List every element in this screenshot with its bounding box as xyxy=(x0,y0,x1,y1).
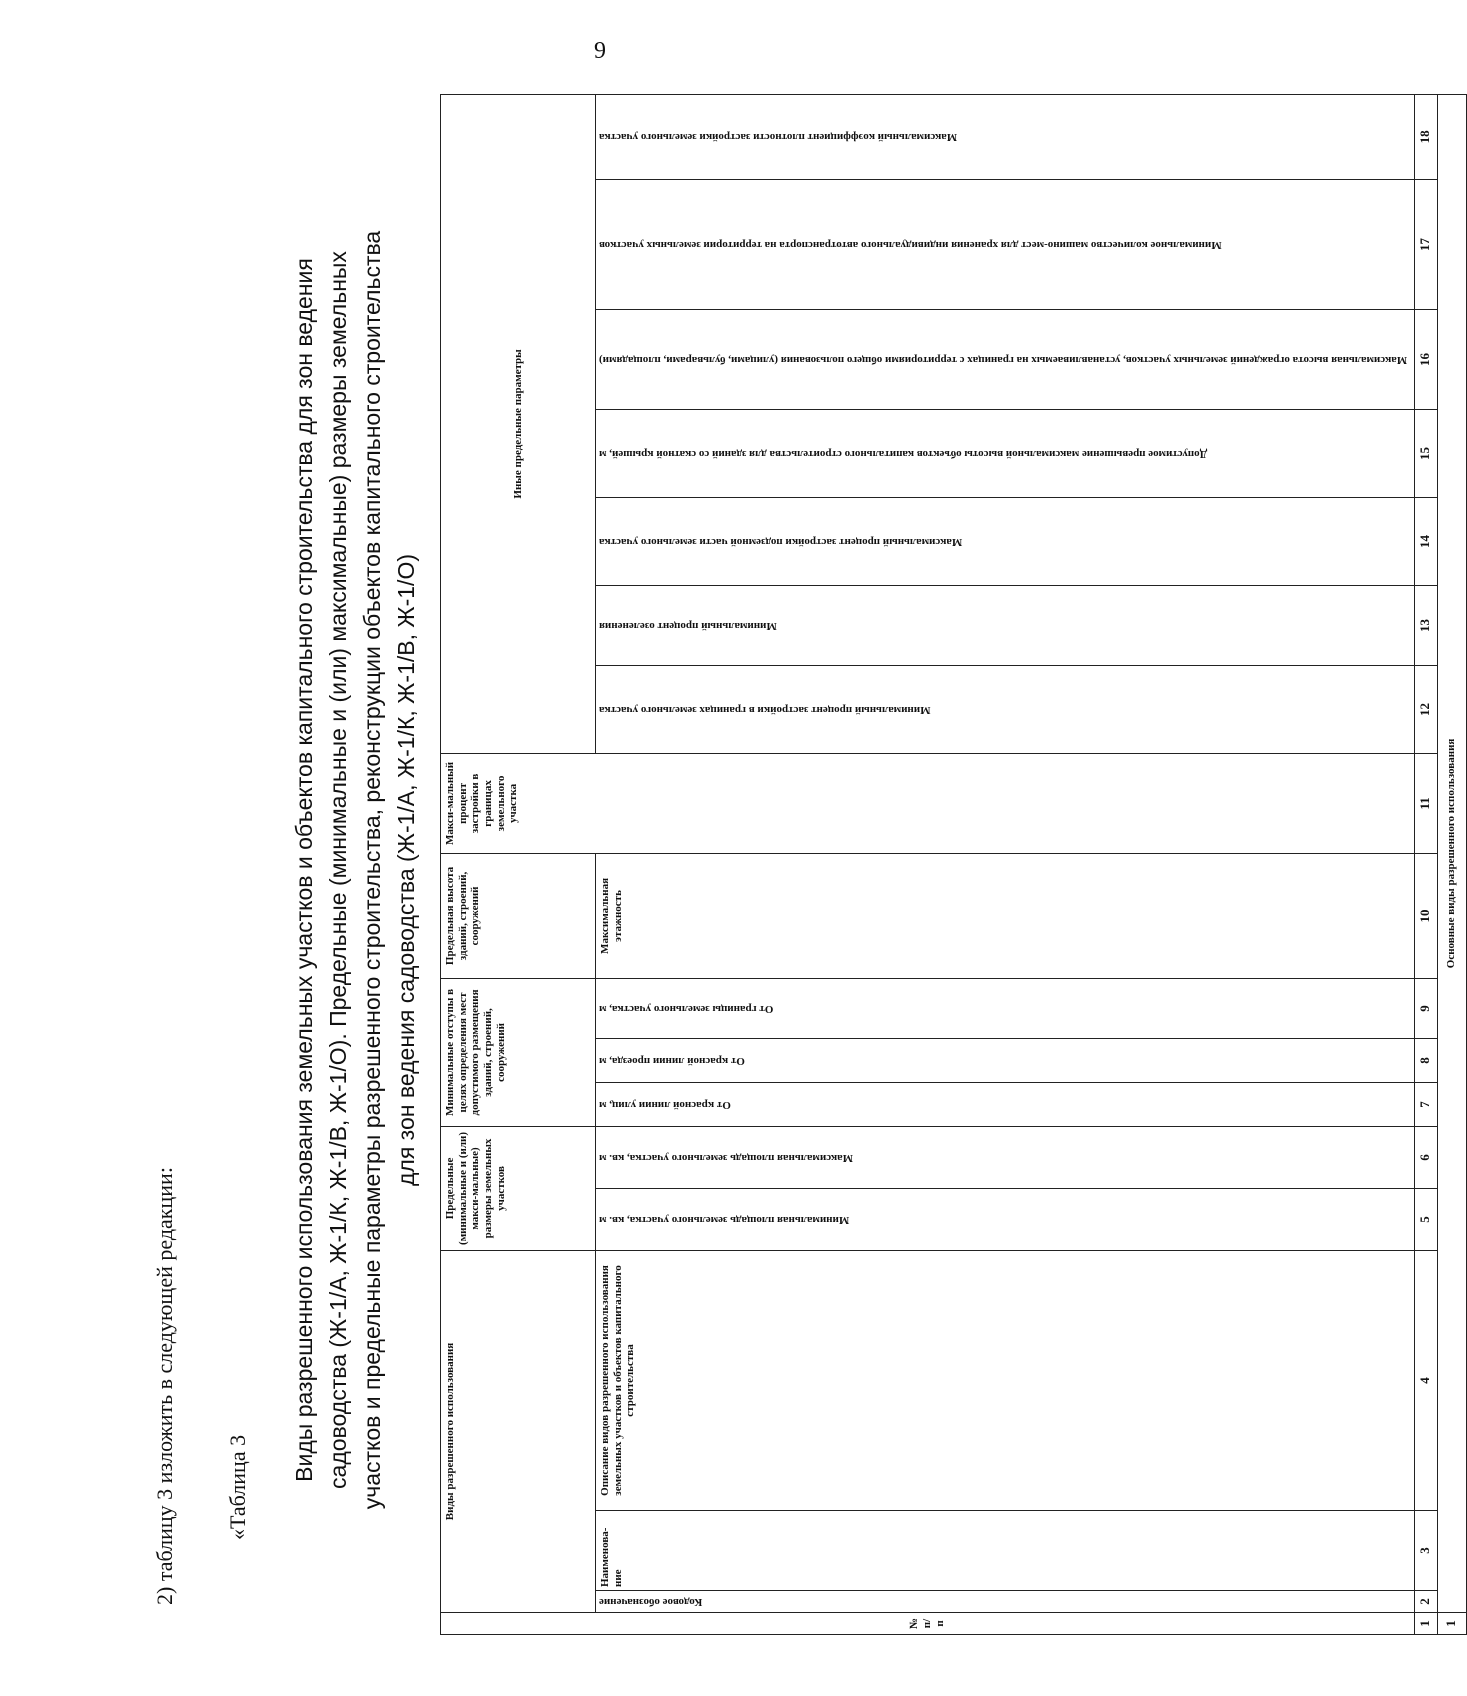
section-row-title: Основные виды разрешенного использования xyxy=(1437,94,1466,1612)
header-max-area: Максимальная площадь земельного участка, кв. м xyxy=(596,1126,1415,1188)
header-plot-sizes: Предельные (минимальные и (или) макси-мальные) размеры земельных участков xyxy=(441,1126,596,1250)
table-label: «Таблица 3 xyxy=(225,1434,250,1540)
header-num: № п/п xyxy=(441,1613,1415,1635)
header-max-floors: Максимальная этажность xyxy=(596,853,1415,978)
column-number: 6 xyxy=(1414,1126,1437,1188)
header-height-excess: Допустимое превышение максимальной высоты объектов капитального строительства для зданий со скатной крышей, м xyxy=(596,409,1415,497)
header-code: Кодовое обозначение xyxy=(596,1591,1415,1613)
column-number: 9 xyxy=(1414,978,1437,1038)
section-row-num: 1 xyxy=(1437,1613,1466,1635)
column-number: 15 xyxy=(1414,409,1437,497)
header-min-greening: Минимальный процент озеленения xyxy=(596,585,1415,665)
header-other-params: Иные предельные параметры xyxy=(441,94,596,753)
regulations-table xyxy=(440,94,1467,1635)
column-number: 2 xyxy=(1414,1591,1437,1613)
heading-line-3: участков и предельные параметры разрешенного строительства, реконструкции объектов капитального строительства xyxy=(359,230,385,1510)
header-setback-passage: От красной линии проезда, м xyxy=(596,1038,1415,1082)
header-setbacks: Минимальные отступы в целях определения мест допустимого размещения зданий, строений, сооружений xyxy=(441,978,596,1126)
header-density: Максимальный коэффициент плотности застройки земельного участка xyxy=(596,94,1415,179)
header-min-area: Минимальная площадь земельного участка, кв. м xyxy=(596,1188,1415,1250)
column-number: 5 xyxy=(1414,1188,1437,1250)
section-row xyxy=(1437,94,1466,1634)
column-number: 4 xyxy=(1414,1250,1437,1510)
header-height-limit: Предельная высота зданий, строений, сооружений xyxy=(441,853,596,978)
column-number: 1 xyxy=(1414,1613,1437,1635)
header-max-coverage: Макси-мальный процент застройки в границах земельного участка xyxy=(441,753,1415,853)
column-number: 14 xyxy=(1414,497,1437,585)
intro-text: 2) таблицу 3 изложить в следующей редакции: xyxy=(152,1167,177,1605)
column-number: 10 xyxy=(1414,853,1437,978)
column-number: 11 xyxy=(1414,753,1437,853)
page-number: 9 xyxy=(594,38,606,64)
header-description: Описание видов разрешенного использования земельных участков и объектов капитального строительства xyxy=(596,1250,1415,1510)
column-number: 7 xyxy=(1414,1082,1437,1126)
table-heading xyxy=(287,135,423,1605)
column-number: 12 xyxy=(1414,665,1437,753)
column-number: 13 xyxy=(1414,585,1437,665)
column-number: 17 xyxy=(1414,179,1437,309)
header-min-coverage: Минимальный процент застройки в границах земельного участка xyxy=(596,665,1415,753)
header-max-underground: Максимальный процент застройки подземной части земельного участка xyxy=(596,497,1415,585)
heading-line-2: садоводства (Ж-1/А, Ж-1/К, Ж-1/В, Ж-1/О). Предельные (минимальные и (или) максимальные) размеры земельных xyxy=(325,251,351,1489)
header-name: Наименова-ние xyxy=(596,1511,1415,1591)
column-number: 16 xyxy=(1414,309,1437,409)
rotated-content xyxy=(130,95,1459,1635)
column-number: 8 xyxy=(1414,1038,1437,1082)
header-setback-street: От красной линии улиц, м xyxy=(596,1082,1415,1126)
header-parking: Минимальное количество машино-мест для хранения индивидуального автотранспорта на территории земельных участков xyxy=(596,179,1415,309)
header-fence-height: Максимальная высота ограждений земельных участков, устанавливаемых на границах с территориями общего пользования (улицами, бульварами, площадями) xyxy=(596,309,1415,409)
column-number: 18 xyxy=(1414,94,1437,179)
heading-line-1: Виды разрешенного использования земельных участков и объектов капитального строительства для зон ведения xyxy=(291,258,317,1482)
header-setback-boundary: От границы земельного участка, м xyxy=(596,978,1415,1038)
column-number: 3 xyxy=(1414,1511,1437,1591)
heading-line-4: для зон ведения садоводства (Ж-1/А, Ж-1/К, Ж-1/В, Ж-1/О) xyxy=(393,554,419,1186)
header-permitted-uses: Виды разрешенного использования xyxy=(441,1250,596,1612)
column-number-row xyxy=(1414,94,1437,1634)
